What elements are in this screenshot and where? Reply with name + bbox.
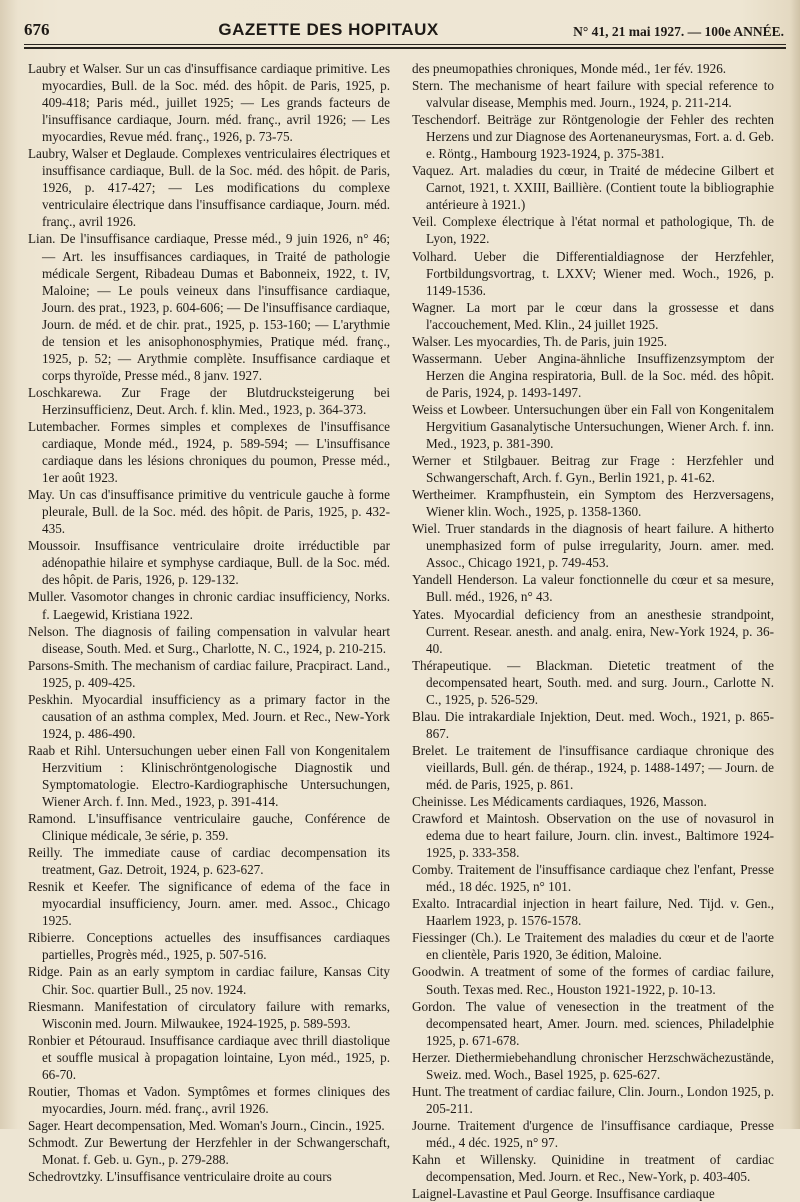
bibliography-entry: Schedrovtzky. L'insuffisance ventriculaire droite au cours	[28, 1169, 332, 1185]
bibliography-entry: Brelet. Le traitement de l'insuffisance cardiaque chronique des vieillards, Bull. gén. de thérap., 1924, p. 1488-1497; — Journ. de méd. de Paris, 1925, p. 861.	[412, 742, 774, 792]
bibliography-entry: Moussoir. Insuffisance ventriculaire droite irréductible par adénopathie hilaire et symphyse cardiaque, Bull. de la Soc. méd. des hôpit. de Paris, 1926, p. 129-132.	[28, 538, 390, 588]
bibliography-entry: Loschkarewa. Zur Frage der Blutdrucksteigerung bei Herzinsufficienz, Deut. Arch. f. klin. Med., 1923, p. 364-373.	[28, 384, 390, 417]
journal-title: GAZETTE DES HOPITAUX	[218, 20, 439, 39]
bibliography-entry: Schmodt. Zur Bewertung der Herzfehler in der Schwangerschaft, Monat. f. Geb. u. Gyn., p. 279-288.	[28, 1134, 390, 1167]
bibliography-entry: Raab et Rihl. Untersuchungen ueber einen Fall von Kongenitalem Herzvitium : Klinischröntgenologische Diagnostik und Symptomatologie. Electro-Kardiographische Untersuchungen, Wiener Arch. f. Inn. Med., 1923, p. 391-414.	[28, 742, 390, 810]
bibliography-entry: Nelson. The diagnosis of failing compensation in valvular heart disease, South. Med. et Surg., Charlotte, N. C., 1924, p. 210-215.	[28, 623, 390, 656]
bibliography-entry: Werner et Stilgbauer. Beitrag zur Frage : Herzfehler und Schwangerschaft, Arch. f. Gyn., Berlin 1921, p. 41-62.	[412, 453, 774, 486]
bibliography-entry: Hunt. The treatment of cardiac failure, Clin. Journ., London 1925, p. 205-211.	[412, 1083, 774, 1116]
bibliography-entry: Thérapeutique. — Blackman. Dietetic treatment of the decompensated heart, South. med. and surg. Journ., Carlotte N. C., 1925, p. 526-529.	[412, 657, 774, 707]
bibliography-entry: Veil. Complexe électrique à l'état normal et pathologique, Th. de Lyon, 1922.	[412, 214, 774, 247]
bibliography-entry: Ridge. Pain as an early symptom in cardiac failure, Kansas City Chir. Soc. quartier Bull., 25 nov. 1924.	[28, 964, 390, 997]
bibliography-entry: Cheinisse. Les Médicaments cardiaques, 1926, Masson.	[412, 794, 707, 810]
bibliography-entry: Wiel. Truer standards in the diagnosis of heart failure. A hitherto unemphasized form of pulse irregularity, Journ. amer. med. Assoc., Chicago 1921, p. 749-453.	[412, 521, 774, 571]
bibliography-entry: Exalto. Intracardial injection in heart failure, Ned. Tijd. v. Gen., Haarlem 1923, p. 1576-1578.	[412, 896, 774, 929]
bibliography-entry: Sager. Heart decompensation, Med. Woman's Journ., Cincin., 1925.	[28, 1117, 385, 1133]
header-rule	[24, 44, 786, 45]
bibliography-entry: Ronbier et Pétouraud. Insuffisance cardiaque avec thrill diastolique et souffle musical à propagation lointaine, Lyon méd., 1925, p. 66-70.	[28, 1032, 390, 1082]
bibliography-entry: Fiessinger (Ch.). Le Traitement des maladies du cœur et de l'aorte en clientèle, Paris 1920, 3e édition, Maloine.	[412, 930, 774, 963]
bibliography-entry: Lian. De l'insuffisance cardiaque, Presse méd., 9 juin 1926, n° 46; — Art. les insuffisances cardiaques, in Traité de pathologie médicale Sergent, Ribadeau Dumas et Babonneix, 1922, t. IV, Maloine; — Le pouls veineux dans l'insuffisance cardiaque, Journ. des prat., 1923, p. 604-606; — De l'insuffisance cardiaque, Journ. de méd. et de chir. prat., 1925, p. 153-160; — L'arythmie de tension et les anisophonosphymies, Pratique méd. franç., 1925, p. 52; — Arythmie complète. Insuffisance cardiaque et corps thyroïde, Presse méd., 8 janv. 1927.	[28, 231, 390, 383]
bibliography-entry: Vaquez. Art. maladies du cœur, in Traité de médecine Gilbert et Carnot, 1921, t. XXIII, Baillière. (Contient toute la bibliographie antérieure à 1921.)	[412, 163, 774, 213]
bibliography-entry: Peskhin. Myocardial insufficiency as a primary factor in the causation of an asthma complex, Med. Journ. et Rec., New-York 1924, p. 486-490.	[28, 691, 390, 741]
bibliography-entry: Laubry, Walser et Deglaude. Complexes ventriculaires électriques et insuffisance cardiaque, Bull. de la Soc. méd. des hôpit. de Paris, 1926, p. 417-427; — Les modifications du complexe ventriculaire électrique dans l'insuffisance cardiaque, Journ. méd. franç., avril 1926.	[28, 146, 390, 230]
bibliography-entry: Routier, Thomas et Vadon. Symptômes et formes cliniques des myocardies, Journ. méd. franç., avril 1926.	[28, 1083, 390, 1116]
right-column	[412, 60, 774, 1202]
bibliography-entry: Riesmann. Manifestation of circulatory failure with remarks, Wisconin med. Journ. Milwaukee, 1924-1925, p. 589-593.	[28, 998, 390, 1031]
bibliography-entry: Ramond. L'insuffisance ventriculaire gauche, Conférence de Clinique médicale, 3e série, p. 359.	[28, 811, 390, 844]
bibliography-entry: Wassermann. Ueber Angina-ähnliche Insuffizenzsymptom der Herzen die Angina respiratoria, Bull. de la Soc. méd. des hôpit. de Paris, 1924, p. 1493-1497.	[412, 350, 774, 400]
bibliography-entry: Lutembacher. Formes simples et complexes de l'insuffisance cardiaque, Monde méd., 1924, p. 589-594; — L'insuffisance cardiaque dans les lésions chroniques du poumon, Presse méd., 1er août 1923.	[28, 418, 390, 486]
bibliography-entry: Goodwin. A treatment of some of the formes of cardiac failure, South. Texas med. Rec., Houston 1921-1922, p. 10-13.	[412, 964, 774, 997]
bibliography-entry: Teschendorf. Beiträge zur Röntgenologie der Fehler des rechten Herzens und zur Diagnose des Aortenaneurysmas, Fort. a. d. Geb. e. Röntg., Hambourg 1923-1924, p. 375-381.	[412, 112, 774, 162]
bibliography-entry: Yates. Myocardial deficiency from an anesthesie strandpoint, Current. Resear. anesth. and analg. enira, New-York 1924, p. 36-40.	[412, 606, 774, 656]
bibliography-entry: Walser. Les myocardies, Th. de Paris, juin 1925.	[412, 333, 668, 349]
bibliography-entry: Wertheimer. Krampfhustein, ein Symptom des Herzversagens, Wiener klin. Woch., 1925, p. 1358-1360.	[412, 487, 774, 520]
bibliography-entry: Journe. Traitement d'urgence de l'insuffisance cardiaque, Presse méd., 4 déc. 1925, n° 97.	[412, 1117, 774, 1150]
bibliography-entry: Laubry et Walser. Sur un cas d'insuffisance cardiaque primitive. Les myocardies, Bull. de la Soc. méd. des hôpit. de Paris, 1925, p. 409-418; Paris méd., juillet 1925; — Les grands facteurs de l'insuffisance cardiaque, Journ. méd. franç., avril 1926; — Les myocardies, Revue méd. franç., 1926, p. 73-75.	[28, 61, 390, 145]
bibliography-entry: Resnik et Keefer. The significance of edema of the face in myocardial insufficiency, Journ. amer. med. Assoc., Chicago 1925.	[28, 879, 390, 929]
bibliography-entry: Laignel-Lavastine et Paul George. Insuffisance cardiaque	[412, 1186, 715, 1202]
issue-info: N° 41, 21 mai 1927. — 100e ANNÉE.	[573, 24, 784, 39]
bibliography-entry: Weiss et Lowbeer. Untersuchungen über ein Fall von Kongenitalem Hergvitium Gasanalytische Untersuchungen, Wiener Arch. f. inn. Med., 1923, p. 381-390.	[412, 401, 774, 452]
bibliography-entry: Muller. Vasomotor changes in chronic cardiac insufficiency, Norks. f. Laegewid, Kristiana 1922.	[28, 589, 390, 622]
bibliography-entry: des pneumopathies chroniques, Monde méd., 1er fév. 1926.	[412, 61, 727, 76]
bibliography-entry: Kahn et Willensky. Quinidine in treatment of cardiac decompensation, Med. Journ. et Rec., New-York, p. 403-405.	[412, 1152, 774, 1185]
bibliography-entry: Ribierre. Conceptions actuelles des insuffisances cardiaques partielles, Progrès méd., 1925, p. 507-516.	[28, 930, 390, 963]
bibliography-entry: Wagner. La mort par le cœur dans la grossesse et dans l'accouchement, Med. Klin., 24 juillet 1925.	[412, 299, 774, 332]
page-header	[24, 14, 784, 40]
page-number: 676	[24, 20, 50, 39]
header-rule-thick	[24, 47, 786, 49]
bibliography-entry: Parsons-Smith. The mechanism of cardiac failure, Pracpiract. Land., 1925, p. 409-425.	[28, 657, 390, 690]
left-column	[28, 60, 390, 1185]
bibliography-entry: Stern. The mechanisme of heart failure with special reference to valvular disease, Memphis med. Journ., 1924, p. 211-214.	[412, 78, 774, 111]
bibliography-entry: May. Un cas d'insuffisance primitive du ventricule gauche à forme pleurale, Bull. de la Soc. méd. des hôpit. de Paris, 1925, p. 432-435.	[28, 487, 390, 537]
bibliography-entry: Gordon. The value of venesection in the treatment of the decompensated heart, Amer. Journ. med. sciences, Philadelphie 1925, p. 671-678.	[412, 998, 774, 1048]
bibliography-entry: Herzer. Diethermiebehandlung chronischer Herzschwächezustände, Sweiz. med. Woch., Basel 1925, p. 625-627.	[412, 1049, 774, 1082]
bibliography-entry: Crawford et Maintosh. Observation on the use of novasurol in edema due to heart failure, Journ. clin. invest., Baltimore 1924-1925, p. 333-358.	[412, 811, 774, 861]
bibliography-entry: Reilly. The immediate cause of cardiac decompensation its treatment, Gaz. Detroit, 1924, p. 623-627.	[28, 845, 390, 878]
bibliography-entry: Comby. Traitement de l'insuffisance cardiaque chez l'enfant, Presse méd., 18 déc. 1925, n° 101.	[412, 862, 774, 895]
bibliography-entry: Volhard. Ueber die Differentialdiagnose der Herzfehler, Fortbildungsvortrag, t. LXXV; Wiener med. Woch., 1926, p. 1149-1536.	[412, 248, 774, 298]
bibliography-entry: Blau. Die intrakardiale Injektion, Deut. med. Woch., 1921, p. 865-867.	[412, 708, 774, 741]
bibliography-entry: Yandell Henderson. La valeur fonctionnelle du cœur et sa mesure, Bull. méd., 1926, n° 43.	[412, 572, 774, 605]
